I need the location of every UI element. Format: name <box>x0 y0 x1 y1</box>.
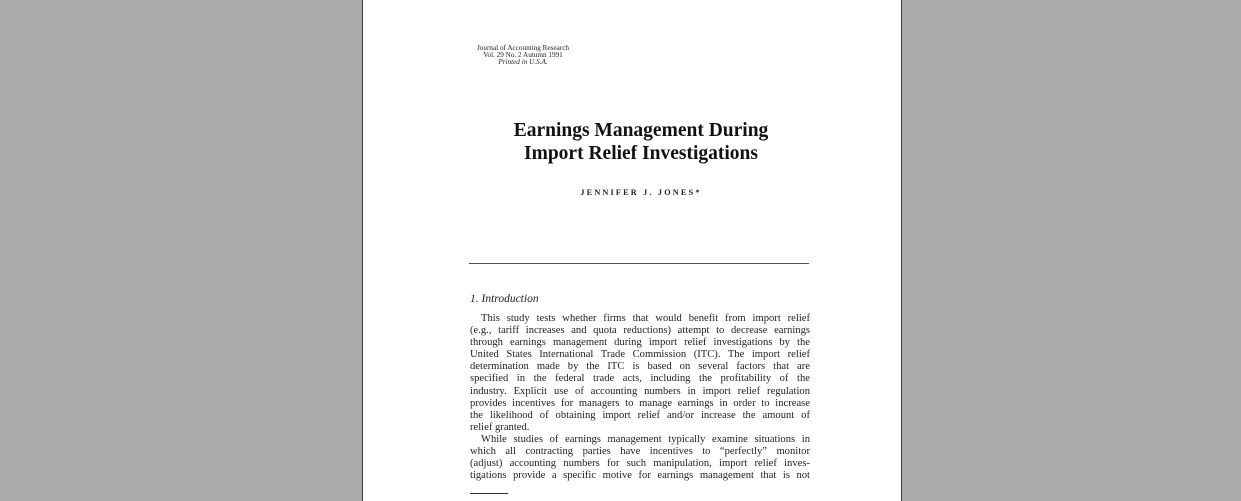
journal-masthead <box>467 45 579 66</box>
journal-volume: Vol. 29 No. 2 Autumn 1991 <box>483 51 563 59</box>
text-line: through earnings management during import relief investigations by the <box>470 337 810 349</box>
document-page <box>362 0 902 501</box>
title-line: Import Relief Investigations <box>524 143 758 164</box>
text-line: (adjust) accounting numbers for such manipulation, import relief inves- <box>470 458 810 470</box>
text-line: tigations provide a specific motive for earnings management that is not <box>470 470 810 482</box>
text-line: specified in the federal trade acts, including the profitability of the <box>470 373 810 385</box>
header-divider <box>469 263 809 264</box>
text-line: industry. Explicit use of accounting numbers in import relief regulation <box>470 385 810 397</box>
title-line: Earnings Management During <box>513 120 769 141</box>
text-line: determination made by the ITC is based on several factors that are <box>470 361 810 373</box>
text-line: While studies of earnings management typically examine situations in <box>481 433 810 445</box>
text-line: the likelihood of obtaining import relief and/or increase the amount of <box>470 409 810 421</box>
journal-name: Journal of Accounting Research <box>476 44 569 52</box>
body-text <box>470 313 810 482</box>
text-line: United States International Trade Commission (ITC). The import relief <box>470 349 810 361</box>
section-heading: 1. Introduction <box>470 293 539 305</box>
text-line: which all contracting parties have incentives to “perfectly” monitor <box>470 446 810 458</box>
text-line: This study tests whether firms that would benefit from import relief <box>481 313 810 324</box>
author-name: JENNIFER J. JONES* <box>580 188 702 197</box>
text-line: (e.g., tariff increases and quota reductions) attempt to decrease earnings <box>470 325 810 337</box>
paper-title <box>363 119 902 165</box>
footnote-divider <box>470 493 508 494</box>
text-line: provides incentives for managers to manage earnings in order to increase <box>470 397 810 409</box>
printed-location: Printed in U.S.A. <box>498 58 548 66</box>
text-line: relief granted. <box>470 421 530 433</box>
